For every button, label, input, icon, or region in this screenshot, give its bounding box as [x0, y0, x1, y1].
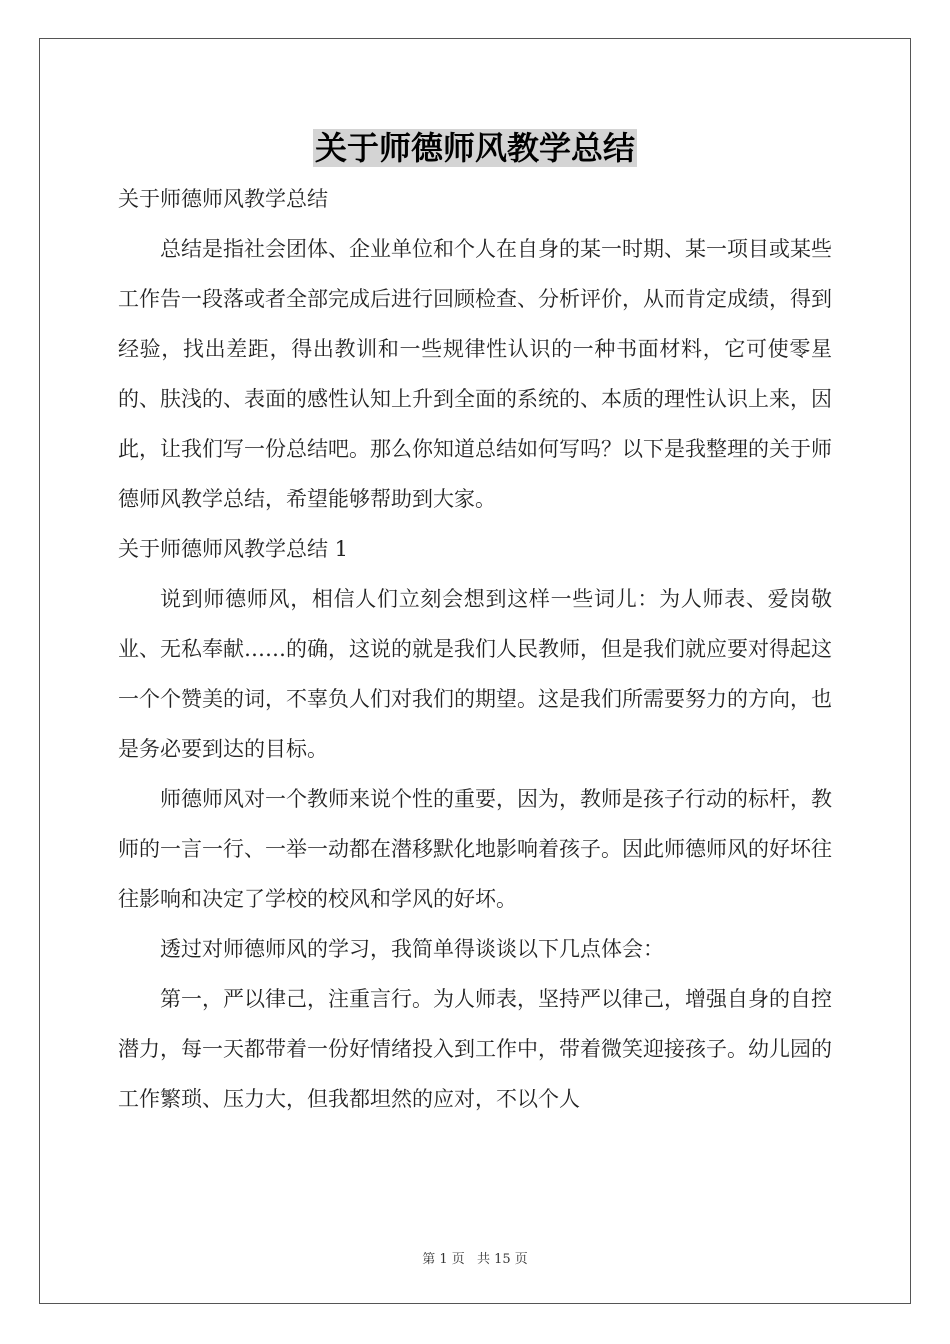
document-title — [0, 124, 950, 172]
page-footer — [0, 1248, 950, 1267]
body-paragraph: 透过对师德师风的学习，我简单得谈谈以下几点体会： — [160, 937, 664, 961]
body-paragraph: 说到师德师风，相信人们立刻会想到这样一些词儿：为人师表、爱岗敬业、无私奉献……的确，这说的就是我们人民教师，但是我们就应要对得起这一个个赞美的词，不辜负人们对我们的期望。这是我们所需要努力的方向，也是务必要到达的目标。 — [118, 587, 832, 761]
body-paragraph: 第一，严以律己，注重言行。为人师表，坚持严以律己，增强自身的自控潜力，每一天都带着一份好情绪投入到工作中，带着微笑迎接孩子。幼儿园的工作繁琐、压力大，但我都坦然的应对，不以个人 — [118, 987, 832, 1111]
document-body — [118, 174, 832, 1124]
page-total: 共 15 页 — [476, 1252, 528, 1267]
document-subtitle: 关于师德师风教学总结 — [118, 187, 328, 211]
body-paragraph: 师德师风对一个教师来说个性的重要，因为，教师是孩子行动的标杆，教师的一言一行、一举一动都在潜移默化地影响着孩子。因此师德师风的好坏往往影响和决定了学校的校风和学风的好坏。 — [118, 787, 832, 911]
document-title-text: 关于师德师风教学总结 — [314, 129, 635, 167]
section-heading: 关于师德师风教学总结 1 — [118, 537, 349, 561]
page-number: 第 1 页 — [422, 1252, 465, 1267]
intro-paragraph: 总结是指社会团体、企业单位和个人在自身的某一时期、某一项目或某些工作告一段落或者全部完成后进行回顾检查、分析评价，从而肯定成绩，得到经验，找出差距，得出教训和一些规律性认识的一种书面材料，它可使零星的、肤浅的、表面的感性认知上升到全面的系统的、本质的理性认识上来，因此，让我们写一份总结吧。那么你知道总结如何写吗？以下是我整理的关于师德师风教学总结，希望能够帮助到大家。 — [118, 237, 832, 511]
